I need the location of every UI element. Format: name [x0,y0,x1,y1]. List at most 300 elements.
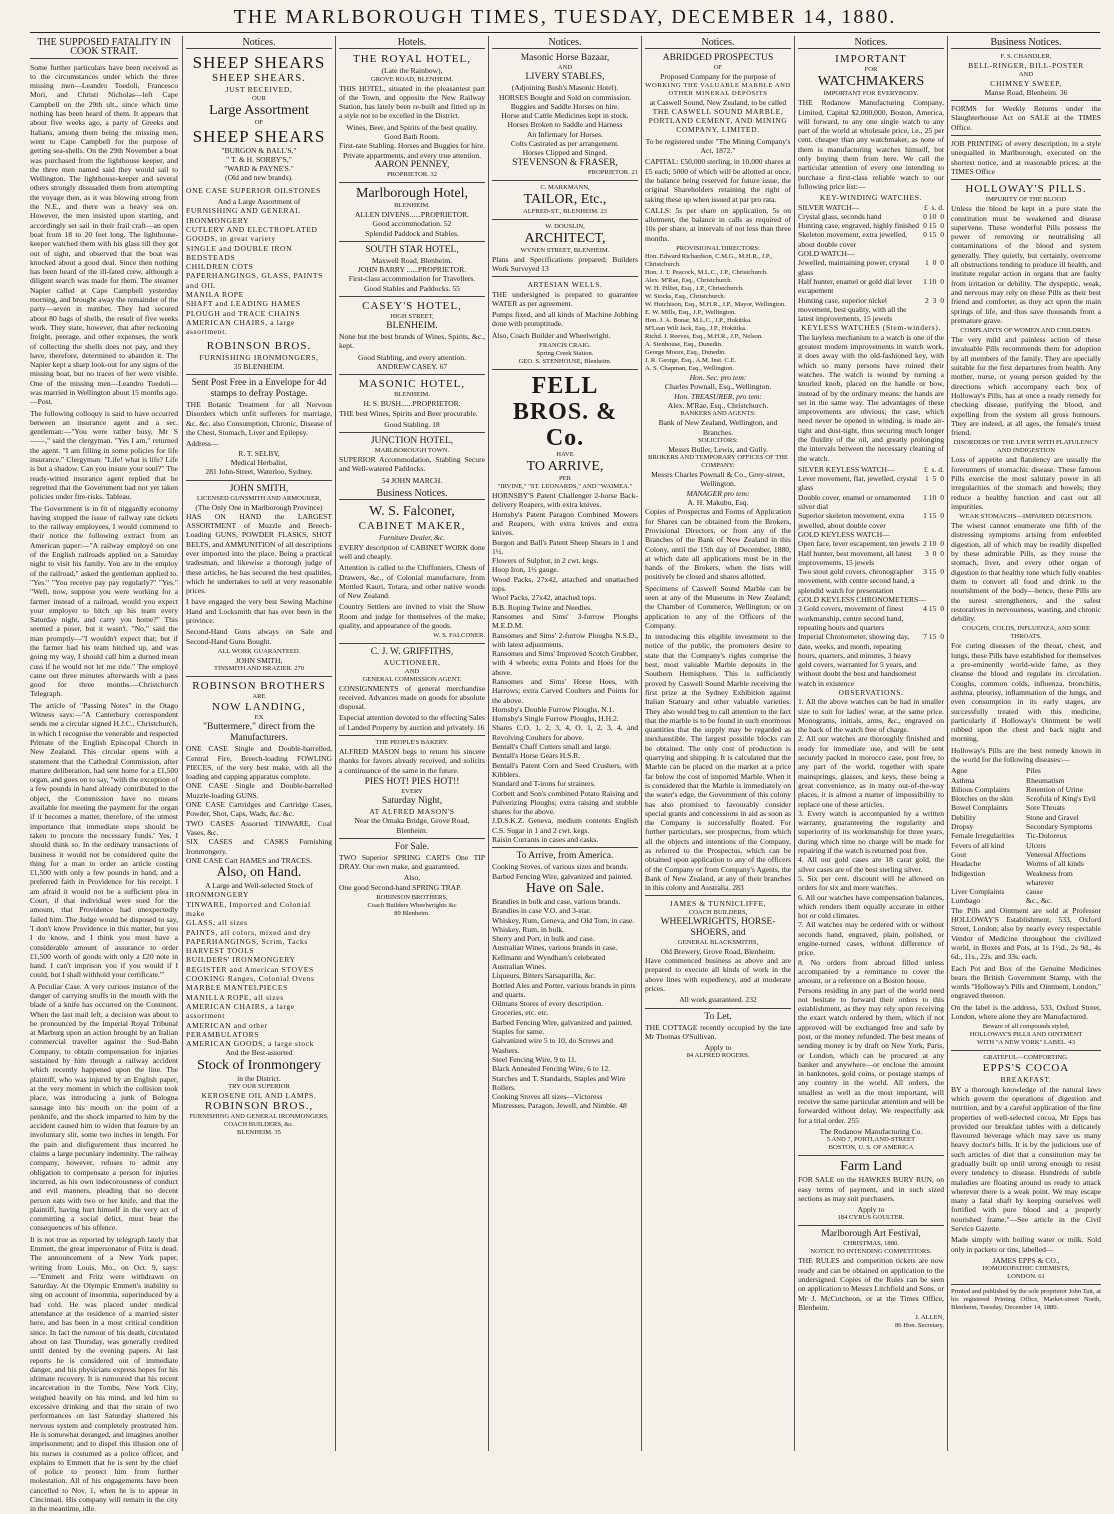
disease-row [951,794,1101,803]
column-divider [794,36,795,1451]
ad-text: MARLBOROUGH TOWN. [374,447,450,455]
price-item: Jewelled, maintaining power, crystal glass [798,258,910,277]
ad-title: ARCHITECT, [524,230,606,246]
ad-text: Wines, Beer, and Spirits of the best quality. [346,122,478,132]
disease-cell: cause [1026,887,1043,897]
column-notices-1 [186,36,332,1451]
ad-text: A Large and Well-selected Stock of [205,881,313,891]
ad-text: Address— [186,439,219,449]
disease-table [951,766,1101,905]
ad-text: FURNISHING IRONMONGERS, [199,352,319,362]
price-row [798,604,944,632]
divider [798,1155,944,1156]
ad-text: Specimens of Caswell Sound Marble can be seen at any of the Museums in New Zealand; the Chamber of Commerce, Wellington; or on application to any of the Officers of the Company. [645,583,791,630]
ad-title: THE CASWELL SOUND MARBLE, PORTLAND CEMENT, AND MINING COMPANY, LIMITED. [648,106,788,135]
price-item: Double cover, enamel or ornamented silver dial [798,492,911,512]
divider [492,369,638,370]
disease-row [951,859,1101,868]
disease-cell: Ague [951,766,968,776]
ad-text: To be registered under "The Mining Company's Act, 1872." [645,136,791,156]
ad-list: HORNSBY'S Patent Challenger 2-horse Back-delivery Reapers, with extra knives. Hornsby's Patent Paragon Combined Mowers and Reapers, with extra knives and extra knives. Burgon and Ball's Patent Sheep Shears in 1 and 1½. Flowers of Sulphur, in 2 cwt. kegs. Hoop Iron, 1½ gauge. Wood Packs, 27x42, attached and unattached tops. Wool Packs, 27x42, attached tops. B.B. Roping Twine and Needles. Ransomes and Sims' 3-furrow Ploughs M.E.D.M. Ransomes and Sims' 2-furrow Ploughs N.S.D., with latest adjustments. Ransomes and Sims' Improved Scotch Grubber, with 4 wheels; extra Points and Hoes for the above. Ransomes and Sims' Horse Hoes, with Harrows; extra Carved Coulters and Points for the above. Hornsby's Double Furrow Ploughs, N.1. Hornsby's Single Furrow Ploughs, H.H.2. Shares C.O. 1, 2, 3, 4, O. 1, 2, 3, 4, and Revolving Coulters for above. Bentall's Chaff Cutters small and large. Bentall's Horse Gears H.S.R. Bentall's Patent Corn and Seed Crushers, with Kibblers. Standard and T-irons for strainers. Corbett and Son's combined Potato Raising and Pulverizing Ploughs; extra raising and stubble shares for the above. J.D.S.K.Z. Geneva, medium contents English C.S. Sugar in 1 and 2 cwt. kegs. Raisin Currants in cases and casks. [492,491,638,845]
disease-cell: Piles [1026,766,1041,776]
ad-text: The wisest cannot enumerate one fifth of the distressing symptoms arising from enfeebled digestion, all of which may be readily dispelled by these admirable Pills, as they rouse the stomach, liver, and every other organ of digestion to that healthy tone which fully enables them to convert all food and drink to the nourishment of the body—hence, these Pills are the surest strengtheners, and the safest restoratives in nervousness, wasting, and chronic debility. [951,521,1101,624]
section-header: Notices. [492,38,638,49]
ad-text: (Late the Rainbow), [381,66,443,76]
ad-title: To Let. [704,1011,732,1022]
ad-text: The very mild and painless action of these invaluable Pills recommends them for adoption by all members of the family. They are specially suitable for the first departures from health. Any mother, nurse, or young person guided by the directions which accompany each box of Holloway's Pills, has at once a ready remedy for checking disease, purifying the blood, and expelling from the system all gross humours. They are indeed, at all ages, the female's truest friend. [951,335,1101,438]
ad-signature: ROBINSON BROTHERS, [376,894,448,902]
ad-text: Hon. Sec. pro tem: [689,373,747,383]
section-header: Notices. [186,38,332,49]
ad-signature: AARON PENNEY, [374,159,450,170]
disease-cell: Ulcers [1026,840,1046,850]
ad-text: Good Stabling, and every attention. [358,352,466,362]
price-value: 0 15 0 [923,230,944,240]
ad-text: Maxwell Road, Blenheim. [371,255,453,265]
news-article: The following colloquy is said to have occurred between an insurance agent and a sec. gentleman:—"You were rather busy, Mr S——," said the clergyman. "Yes I am," returned the agent. "I am filling in some policies for life insurance." Clergyman: "Life! what is life? Life is but a shadow. Can you insure your soul?" The ready-witted insurance agent replied that he regretted that the Government had not yet taken policies under fire-risks. Tableau. [30,408,178,502]
ad-title: Saturday Night, [381,795,443,806]
price-item: 3 Gold covers, movement of finest workmanship, centre second hand, repeating hours and quarters [798,604,904,632]
ad-text: Plans and Specifications prepared; Builders Work Surveyed 13 [492,254,638,273]
divider [645,1008,791,1009]
ad-text: Second-Hand Guns always on Sale and Second-Hand Guns Bought. [186,627,332,646]
ad-title: C. J. W. GRIFFITHS, [370,647,454,658]
divider [951,100,1101,101]
column-notices-3 [645,36,791,1451]
ad-text: (The Only One in Marlborough Province) [195,502,323,512]
ad-title: ARTESIAN WELLS. [527,280,603,290]
price-item: Hunting case, superior nickel movement, best quality, with all the latest improvements, 15 jewels [798,295,907,324]
news-article: A Peculiar Case. A very curious instance of the danger of carrying snuffs in the mouth with the blade of a knife has occurred on the Continent. When the last mail left, a decision was about to be pronounced by the Imperial Royal Tribunal at Marburg upon an action brought by an Italian commercial traveller against the Sud-Bahn Company, to obtain compensation for injuries sustained by him through a railway accident which recently happened upon the line. The plaintiff, who was injured by an English paper, at the very moment in which the collision took place, was introducing a junk of Bologna sausage into his mouth on the point of a penknife, and the shock imparted to him by the accident caused him to widen that feature by an involuntary slit, some two inches in length. For the pain and disfigurement thus incurred he claims a large pecuniary indemnity. The railway company, however, refuses to admit any obligation to compensate a person for injuries incurred, as his own indecorousness of conduct and evil manners, pleading that no decent person eats with two or her knife, and that the plaintiff, having hurt himself in the very act of committing a social delict, must bear the consequences of his offence. [30,981,178,1233]
ad-text: OF [713,64,723,72]
price-value: 3 15 0 [923,567,944,577]
ad-title: THE PEOPLE'S BAKERY. [375,739,449,747]
ad-text: Splendid Paddock and Stables. [365,228,459,238]
ad-text: FORMS for Weekly Returns under the Slaughterhouse Act on SALE at the TIMES Office. [951,104,1101,132]
ad-text: Beware of all compounds styled, [982,1023,1070,1031]
section-header: Business Notices. [339,489,485,500]
ad-text: Good Stables and Paddocks. 55 [364,283,460,293]
disease-row [951,831,1101,840]
ad-text: Messrs Buller, Lewis, and Gully. [668,444,768,454]
price-value: 0 15 0 [923,221,944,231]
disease-row [951,766,1101,775]
ad-text: Spring Creek Station. [536,350,594,358]
news-headline: THE SUPPOSED FATALITY IN COOK STRAIT. [30,38,178,59]
ad-title: WHEELWRIGHTS, HORSE-SHOERS, and [660,916,776,938]
divider [186,480,332,481]
ad-text: Alex. M'Rae, Esq., Christchurch. [667,400,769,410]
disease-row [951,803,1101,812]
ad-text: JUST RECEIVED, [225,85,293,95]
ad-text: JOHN BARRY ......PROPRIETOR. [357,265,467,275]
ad-title: SHEEP SHEARS [192,53,326,73]
ad-text: BY a thorough knowledge of the natural laws which govern the operations of digestion and nutrition, and by a careful application of the fine properties of well-selected cocoa, Mr Epps has provided our breakfast tables with a delicately flavoured beverage which may save us many heavy doctor's bills. It is by the judicious use of such articles of diet that a constitution may be gradually built up until strong enough to resist every tendency to disease. Hundreds of subtle maladies are floating around us ready to attack wherever there is a weak point. We may escape many a fatal shaft by keeping ourselves well fortified with pure blood and a properly nourished frame."—See article in the Civil Service Gazette. [951,1084,1101,1234]
ad-text: None but the best brands of Wines, Spirits, &c., kept. [339,332,485,351]
ad-text: HAVE [556,451,574,459]
news-article: The Government is in fit of niggardly economy having stopped the issue of railway rate tickets to the railway employees, I would commend to their notice the following extract from an American paper:—"A railway employé on one of the English railroads applied on a Saturday night to visit his family. You are in the employ of the railroad," asked the gentleman applied to. "Yes." "You receive pay pay regularly?" "Yes." "Well, now, suppose you were working for a farmer instead of a railroad, would you expect your employer to hitch up his team every Saturday night, and carry you home?" This seemed a poser, but it wasn't. "No," said the man promptly—"I wouldn't expect that; but if the farmer had his team hitched up, and was going my way, I should call him a durned mean cuss if he would not let me ride." The employé came out three minutes afterwards with a pass good for three months.—Christchurch Telegraph. [30,503,178,699]
price-value: 1 10 0 [923,492,944,502]
ad-text: LICENSED GUNSMITH AND ARMOURER, [196,494,322,502]
disease-cell: Bowel Complaints [951,803,1008,813]
price-list [798,465,944,688]
ad-title: KEYLESS WATCHES (Stem-winders). [801,323,941,333]
divider [339,182,485,183]
ad-text: First-class accommodation for Travellers. [348,274,476,284]
price-row [798,277,944,296]
ad-text: Also, [403,873,421,883]
ad-text: Unless the blood be kept in a pure state the constitution must be weakened and disease supervene. These wonderful Pills possess the power of removing or neutralising all contaminations of the blood and system generally. They quietly, but certainly, overcome all obstructions tending to produce ill health, and institute regular action in organs that are faulty from irritation or debility. The dyspeptic, weak, and nervous may rely on these Pills as their best friend and comforter, as they act upon the main springs of life, and thus save thousands from a premature grave. [951,204,1101,325]
disease-row [951,869,1101,888]
price-value: 3 0 0 [925,548,944,558]
ad-title: KEY-WINDING WATCHES. [819,193,923,203]
disease-row [951,822,1101,831]
disease-cell: Indigestion [951,868,986,878]
ad-text: FURNISHING AND GENERAL IRONMONGERS, [189,1113,329,1121]
price-value: 1 15 0 [923,511,944,521]
price-row [798,530,944,539]
disease-cell: Weakness from whatever [1026,868,1073,887]
ad-text: BLENHEIM. [394,201,430,209]
ad-text: Especial attention devoted to the effecting Sales of Landed Property by auction and privately. 16 [339,713,485,732]
ad-signature: ROBINSON BROS. [206,339,312,352]
divider [339,296,485,297]
ad-text: HAS ON HAND the LARGEST ASSORTMENT of Muzzle and Breech-Loading GUNS, POWDER FLASKS, SHOT BELTS, and AMMUNITION of all descriptions ever imported into the place. Being a practical tradesman, and likewise a thorough judge of these articles, he has secured the best qualities, which he undertakes to sell at very reasonable prices. [186,511,332,596]
ad-subheading: WEAK STOMACHS—IMPAIRED DIGESTION. [959,513,1093,521]
ad-text: GROVE ROAD, BLENHEIM. [370,75,454,83]
disease-cell: Stone and Gravel [1026,812,1079,822]
price-value: 1 10 0 [923,276,944,286]
divider [339,735,485,736]
ad-title: PIES HOT! PIES HOT!! [364,776,460,787]
disease-cell: &c., &c. [1026,896,1053,906]
ad-list: FURNISHING AND GENERAL IRONMONGERY CUTLERY AND ELECTROPLATED GOODS, in great variety SINGLE and DOUBLE IRON BEDSTEADS CHILDREN COTS PAPERHANGINGS, GLASS, PAINTS and OIL MANILA ROPE SHAFT and LEADING HAMES PLOUGH and TRACE CHAINS AMERICAN CHAIRS, a large assortment. [186,206,323,337]
price-row [798,632,944,688]
ad-text: Furniture Dealer, &c. [378,533,446,543]
column-hotels [339,36,485,1451]
price-item: SILVER KEYLESS WATCH— [798,464,895,474]
ad-text: GENERAL BLACKSMITHS, [677,938,759,946]
ad-text: All work guaranteed. 232 [679,995,757,1005]
ad-title: Marlborough Art Festival, [821,1229,921,1240]
ad-text: in the District. [237,1073,281,1083]
ad-text: GENERAL COMMISSION AGENT. [362,675,462,683]
ad-title: FELL BROS. & Co. [512,373,618,452]
ad-text: THIS HOTEL, situated in the pleasantest part of the Town, and opposite the New Railway Station, has lately been re-built and fitted up in a style not to be excelled in the District. [339,83,485,121]
ad-signature: STEVENSON & FRASER, [512,157,618,168]
ad-text: H. S. BUSH......PROPRIETOR. [363,399,461,409]
divider [492,219,638,220]
ad-text: Bank of New Zealand, Wellington, and Branches. [658,418,778,437]
ad-title: BELL-RINGER, BILL-POSTER [968,61,1084,71]
ad-signature: ANDREW CASEY. 67 [376,361,448,371]
price-row [798,249,944,258]
ad-text: THE RULES and competition tickets are now ready and can be obtained on application to the undersigned. Copies of the Rules can be seen on application to Messrs Litchfield and Sons, or Mr J. McCutcheon, or at the Times Office, Blenheim. [798,1256,944,1312]
ad-text: 89 Blenheim. [394,910,430,918]
ad-title: Sent Post Free in a Envelope for 4d stamps to defray Postage. [191,378,327,400]
price-row [798,539,944,548]
ad-text: LONDON. 61 [1007,1273,1045,1281]
ad-text: Apply to [704,1043,732,1053]
ad-text: COACH BUILDERS, [688,908,748,916]
ad-text: Private appartments, and every true attention. [342,150,482,160]
ad-text: TRY OUR SUPERIOR [228,1083,290,1091]
ad-text: PROPRIETOR. 21 [587,168,638,176]
ad-text: AND [557,64,573,72]
disease-cell: Asthma [951,775,975,785]
disease-cell: Debility [951,812,976,822]
ad-text: Each Pot and Box of the Genuine Medicines bears the British Government Stamp, with the words "Holloway's Pills and Ointment, London," engraved thereon. [951,963,1101,1001]
price-item: Crystal glass, seconds hand [798,211,882,221]
ad-signature: 84 ALFRED ROGERS. [686,1052,750,1060]
ad-subheading: DISORDERS OF THE LIVER WITH FLATULENCY AND INDIGESTION [953,439,1099,455]
disease-cell: Sore Throats [1026,803,1065,813]
disease-cell: Fevers of all kind [951,840,1005,850]
ad-text: WITH "A NEW YORK" LABEL. 43 [976,1039,1076,1047]
divider [339,838,485,839]
price-item: SILVER WATCH— [798,202,860,212]
ad-text: ARE [252,693,266,701]
columns [30,36,1104,1514]
ad-list: IRONMONGERY TINWARE, Imported and Colonial make GLASS, all sizes PAINTS, all colors, mixed and dry PAPERHANGINGS, Scrim, Tacks HARVEST TOOLS BUILDERS' IRONMONGERY REGISTER and American STOVES COOKING Ranges, Colonial Ovens MARBLE MANTELPIECES MANILLA ROPE, all sizes AMERICAN CHAIRS, a large assortment AMERICAN and other PERAMBULATORS AMERICAN GOODS, a large stock [186,890,315,1049]
price-item: GOLD KEYLESS WATCH— [798,529,890,539]
price-value: 1 5 0 [925,474,944,484]
ad-text: The Pills and Ointment are sold at Professor HOLLOWAY'S Establishment, 533, Oxford Street, London; also by nearly every respectable Vendor of Medicine throughout the civilized world, in Boxes and Pots, at 1s 1½d., 2s 9d., 4s 6d., 11s., 22s. and 33s. each. [951,905,1101,962]
ad-text: THE undersigned is prepared to guarantee WATER as per agreement. [492,289,638,308]
ad-title: ABRIDGED PROSPECTUS [662,53,774,64]
ad-text: BOSTON, U. S. OF AMERICA [828,1144,914,1152]
ad-text: AT ALFRED MASON'S [369,806,455,816]
divider [186,676,332,677]
ad-title: TAILOR, Etc., [523,191,607,207]
section-header: Notices. [645,38,791,49]
ad-text: 86 Hon. Secretary. [894,1322,944,1330]
ad-text: Good Stabling. 18 [384,419,440,429]
ad-text: SOLICITORS: [698,436,738,444]
price-item: GOLD WATCH— [798,249,855,259]
disease-cell: Secondary Symptoms [1026,822,1093,832]
ad-title: Large Assortment [209,102,309,118]
ad-text: 5 AND 7, PORTLAND-STREET [826,1136,916,1144]
column-divider [335,36,336,1451]
ad-text: Messrs Charles Pownall & Co., Grey-street, Wellington. [651,470,785,489]
price-item: Two stout gold covers, chronographer movement, with centre second hand, a splendid watch for presentation [798,567,915,595]
ad-title: Farm Land [840,1159,902,1175]
divider [798,1225,944,1226]
ad-subheading: COMPLAINTS OF WOMEN AND CHILDREN. [960,327,1092,335]
ad-text: Hon. TREASURER, pro tem: [674,391,762,401]
price-row [798,493,944,512]
ad-text: Holloway's Pills are the best remedy known in the world for the following diseases:— [951,745,1101,764]
column-divider [641,36,642,1451]
section-header: Hotels. [339,38,485,49]
price-row [798,595,944,604]
divider [492,847,638,848]
price-item: Skeleton movement, extra jewelled, about double cover [798,230,908,249]
ad-text: 281 John-Street, Waterloo, Sydney. [205,467,313,477]
price-item: Hunting case, engraved, highly finished [798,221,920,231]
ad-text: WYNEN STREET, BLENHEIM. [520,246,610,254]
ad-title: NOW LANDING, [212,701,306,714]
disease-cell: Bilious Complaints [951,784,1010,794]
imprint: Printed and published by the sole proprietor John Tait, at his registered Printing Office, Market-street North, Blenheim, Tuesday, December 14, 1880. [951,1288,1101,1312]
ad-text: AND [1018,70,1034,78]
ad-title: CABINET MAKER, [358,520,466,533]
ad-title: SHEEP SHEARS [192,126,326,146]
price-row [798,230,944,249]
ad-text: HOLLOWAY'S PILLS AND OINTMENT [969,1031,1083,1039]
ad-text: THE COTTAGE recently occupied by the late Mr Thomas O'Sullivan. [645,1022,791,1041]
ad-text: at Caswell Sound, New Zealand, to be called [649,97,787,107]
ad-text: MANAGER pro tem: [686,488,750,498]
ad-text: NOTICE TO INTENDING COMPETITORS. [810,1248,932,1256]
price-row [798,474,944,493]
ad-text: BANKERS AND AGENTS: [680,410,756,418]
price-row [798,258,944,277]
divider [951,1050,1101,1051]
ad-title: JUNCTION HOTEL, [370,436,454,447]
ad-subtitle: "Buttermere," direct from the Manufacturers. [203,722,315,744]
disease-cell: Female Irregularities [951,831,1015,841]
ad-text: EX [254,714,264,722]
ad-text: Have commenced business as above and are prepared to execute all kinds of work in the above lines with expediency, and at moderate prices. [645,956,791,993]
ad-title: Have on Sale. [525,880,605,896]
ad-signature: The Rodanow Manufacturing Co. [819,1126,923,1136]
ad-title: CASEY'S HOTEL, [362,300,462,313]
ad-signature: FRANCIS CRAIG. [539,342,591,350]
price-row [798,212,944,221]
ad-text: On the label is the address, 533, Oxford Street, London, where alone they are Manufactured. [951,1002,1101,1022]
ad-text: AUCTIONEER, [383,658,441,668]
price-row [798,567,944,595]
ad-text: ALLEN DIVENS......PROPRIETOR. [354,209,470,219]
price-value: £ s. d. [923,464,944,474]
ad-signature: ROBINSON BROS., [204,1100,314,1113]
price-item: GOLD KEYLESS CHRONOMETERS— [798,595,926,605]
ad-subheading: IMPURITY OF THE BLOOD [985,196,1067,204]
ad-text: THE Botanic Treatment for all Nervous Disorders which unfit sufferers for marriage, &c. &c. also Consumption, Chronic, Disease of the Chest, Stomach, Liver and Epilepsy. [186,400,332,438]
column-divider [488,36,489,1451]
ad-signature: W. S. FALCONER. [433,632,485,640]
ad-text: Attention is called to the Chiffoniers, Chests of Drawers, &c., of Colonial manufacture, from Mottled Kauri, Totara, and other native woods of New Zealand. [339,563,485,601]
ad-title: Stock of Ironmongery [197,1057,321,1073]
column-divider [947,36,948,1451]
ad-title: OBSERVATIONS. [838,688,904,697]
news-article: The article of "Passing Notes" in the Otago Witness says:—"A Canterbury correspondent sends me a circular signed H.J.C., Christchurch, in which I recognise the venerable and respected Primate of the English Episcopal Church in New Zealand. This circular opens with a statement that the Cathedral Commission, after mature deliberation, had sent home for a £1,500 organ, and goes on to say, "with the exception of a few pounds in hand already contributed to the object, the Commission have no means available for meeting the payment for the organ if it becomes a matter, therefore, of the utmost importance that immediate steps should be taken to procure the necessary funds.' Yes, I should think so. In the ordinary transactions of business it would not be considered quite the thing for a man to order an article costing £1,500 with only a few pounds in hand, and a preferred faith in Providence for his receipt. I am afraid it would not be a sufficient plea in Court, if that individual were sued for the amount, that Providence had unexpectedly failed him. The Judge would be disposed to say, 'I don't know Providence in this matter, but you I do know, and I think you must have a considerable amount of assurance to order £1,500 worth of goods with only a £20 note in hand. I can't imprison you if you would if I could, but I shall withhold your certificate.'" [30,700,178,980]
column-business [951,36,1101,1451]
column-divider [182,36,183,1451]
disease-cell: Dropsy [951,822,974,832]
divider [492,180,638,181]
ad-title: HOLLOWAY'S PILLS. [965,183,1087,196]
ad-text: One good Second-hand SPRING TRAP. [339,882,462,892]
news-article: Some further particulars have been received as to the circumstances under which the three missing men—Leandro Toedoli, Francesco Mori, and Christi Nicholas—left Cape Campbell on the 29th ult., since which time nothing has been heard of them. It appears that about five weeks ago, a party of Greeks and Italians, among them being the missing men, went to Cape Campbell for the purpose of getting sea-shells. On the 29th November a boat was purchased from the lighthouse keeper, and the three men named said they would sail to Wellington. The lighthouse-keeper and several others strongly dissuaded them from attempting the voyage then, as it was blowing strong from the N.E., and there was a heavy sea on. However, the men insisted upon starting, and accordingly set sail in their frail craft—an open boat from 18 to 20 feet long. The lighthouse-keeper watched them with his glass till they got out of sight, and observed that the boat was knocked about a good deal. Since then nothing has been heard of the ill-fated crew, although a diligent search was made for them. The steamer Napier called at Cape Campbell yesterday morning, and brought away the remainder of the party—seven in number. They had secured about 80 bags of shells, the result of five weeks work. They state, however, that after reckoning freight, peerage, and other expenses, the work of collecting the shells does not pay, and they have, therefore, determined to abandon it. The Napier kept a sharp look-out for any signs of the missing boat, but no traces of her were visible. One of the missing men—Leandro Toedoli—was married in Wellington about 15 months ago.—Post. [30,62,178,407]
ad-text: WORKING THE VALUABLE MARBLE AND OTHER MINERAL DEPOSITS [645,81,791,97]
price-row [798,549,944,568]
ad-signature: JAMES EPPS & CO., [992,1255,1060,1265]
ad-text: And a Large Assortment of [217,197,301,207]
ad-text: First-rate Stabling. Horses and Buggies for hire. [339,141,485,151]
disease-row [951,813,1101,822]
ad-text: "IRVINE," "ST. LEONARDS," AND "WAIMEA." [497,483,633,491]
disease-cell: Lumbago [951,896,981,906]
ad-text: Apply to [857,1205,885,1215]
ad-title: TO ARRIVE, [526,459,604,475]
ad-title: ROBINSON BROTHERS [192,680,326,693]
ad-text: Good accommodation. 52 [372,219,452,229]
divider [339,432,485,433]
ad-text: GEO. S. STENHOUSE, Blenheim. [518,358,612,366]
price-item: Superior skeleton movement, extra jewelled, about double cover [798,511,905,530]
ad-text: W. DOUSLIN, [545,222,585,230]
price-value: 4 15 0 [923,604,944,614]
ad-title: IMPORTANT [835,53,907,66]
ad-text: Charles Pownall, Esq., Wellington. [664,382,772,392]
ad-text: A. H. Makubu, Esq. [687,498,749,508]
disease-row [951,850,1101,859]
ad-text: F. S. CHANDLER, [1000,53,1052,61]
price-item: Lever movement, flat, jewelled, crystal glass [798,474,918,493]
ad-signature: 184 CYRUS GOULTER. [837,1214,905,1222]
ad-text: PROPRIETOR. 32 [386,170,438,178]
ad-text: Good Bath Room. [384,132,440,142]
disease-cell: Blotches on the skin [951,794,1013,804]
ad-list: 1. All the above watches can be had in smaller size to suit for ladies' wear, at the same price. Monograms, initials, arms, &c., engraved on the back of the watch free of charge. 2. All our watches are thoroughly finished and ready for immediate use, and will be sent securely packed in morocco case, post free, to any part of the world, together with spare mainsprings, glasses, and keys, these being a great convenience, as in many out-of-the-way places, it is almost a matter of impossibility to replace one of these articles. 3. Every watch is accompanied by a written warranty, guaranteeing the regularity and superiority of its workmanship for three years, during which time no charge will be made for repairing if the watch is returned post free. 4. All our gold cases are 18 carat gold, the silver cases are of the best sterling silver. 5. Six per cent. discount will be allowed on orders for six and more watches. 6. All our watches have compensation balances, which renders them equally accurate in either hot or cold climates. 7. All watches may be ordered with or without seconds hand, engraved, plain, polished, or engine-turned cases, without difference of price. 8. No orders from abroad filled unless accompanied by a remittance to cover the amount, or a reference on a Boston house. [798,697,944,986]
ad-text: BROKERS AND TEMPORARY OFFICES OF THE COMPANY: [647,454,789,470]
ad-subheading: COUGHS, COLDS, INFLUENZA, AND SORE THROATS. [961,625,1091,641]
ad-text: ALFRED MASON begs to return his sincere thanks for favors already received, and solicits a continuance of the same in the future. [339,747,485,775]
ad-title: WATCHMAKERS [817,74,925,90]
ad-text: Medical Herbalist, [230,457,288,467]
ad-text: SUPERIOR Accommodation, Stabling Secure and Well-watered Paddocks. [339,455,485,474]
ad-text: ONE CASE SUPERIOR OILSTONES [186,185,321,195]
ad-text: The keyless mechanism to a watch is one of the greatest modern improvements in watch work, it does away with the old-fashioned key, with which so many persons have ruined their watches. The watch is wound by turning a knurled knob, placed on the handle or bow, instead of by the ordinary means: the hands are set in the same way. The advantages of these improvements are obvious; the case, which need never be opened in winding, is made air-tight and dust-tight, thus securing much longer the fluidity of the oil, and greatly prolonging the intervals between the necessary cleaning of the watch. [798,332,944,463]
ad-text: Proposed Company for the purpose of [660,72,776,82]
price-row [798,203,944,212]
ad-text: Persons residing in any part of the world need not hesitate to forward their orders to this establishment, as they may rely upon receiving the exact watch ordered by them, which if not approved will be exchanged free and safe by post, or the money refunded. The best means of sending money is by draft on New York, Paris, or London, which can be procured at any banker and anywhere—or enclose the amount in banknotes, gold coins, or postage stamps of any country in the world. All orders, the smallest as well as the most important, will receive the same particular attention and will be forwarded without delay. We respectfully ask for a trial order. 255 [798,985,944,1125]
price-value: £ s. d. [923,202,944,212]
price-value: 2 3 0 [925,295,944,305]
ad-title: JAMES & TUNNICLIFFE, [669,899,767,909]
ad-text: BLENHEIM. 35 [237,1129,281,1137]
ad-text: CAPITAL: £50,000 sterling, in 10,000 shares at £5 each; 5000 of which will be allotted at once, the balance being reserved for future issue, the original Shareholders retaining the right of taking these up when issued at par pro rata. [645,157,791,204]
ad-list: Brandies in bulk and case, various brands. Brandies in case V.O. and 3-star. Whiskey, Rum, Geneva, and Old Tom, in case. Whiskey, Rum, in bulk. Sherry and Port, in bulk and case. Australian Wines, various brands in case. Kellmann and Wyndham's celebrated Australian Wines. Liqueurs, Bitters Sarsaparilla, &c. Bottled Ales and Porter, various brands in pints and quarts. Oilmans Stores of every description. Groceries, etc. etc. Barbed Fencing Wire, galvanized and painted. Staples for same. Galvanized wire 5 to 10, do Screws and Washers. Steel Fencing Wire, 9 to 11. Black Annealed Fencing Wire, 6 to 12. Starches and T. Standards, Staples and Wire Rollers. Cooking Stoves all sizes—Victoress Mistresses, Paragon, Jewell, and Nimble. 48 [492,896,636,1111]
disease-cell: Retention of Urine [1026,784,1083,794]
ad-text: (Adjoining Bush's Masonic Hotel). [511,83,619,93]
ad-text: R. T. SELBY, [238,448,280,458]
ad-title: To Arrive, from America. [516,851,614,862]
disease-row [951,776,1101,785]
divider [951,1284,1101,1285]
ad-text: IMPORTANT FOR EVERYBODY. [823,90,919,98]
ad-text: Old Brewery, Grove Road, Blenheim. [660,946,776,956]
divider [339,374,485,375]
ad-list: HORSES Bought and Sold on commission. Buggies and Saddle Horses on hire. Horse and Cattle Medicines kept in stock. Horses Broken to Saddle and Harness An Infirmary for Horses. Colts Castrated as per arrangement. Horses Clipped and Singed. [498,92,632,158]
ad-text: JOB PRINTING of every description, in a style unequalled in Marlborough, executed on the shortest notice, and at reasonable prices, at the TIMES Office [951,139,1101,176]
ad-text: GRATEFUL—COMFORTING. [983,1054,1069,1062]
ad-text: For curing diseases of the throat, chest, and lungs, these Pills have established for themselves a pre-eminently world-wide fame, as they cleanse the blood and regulate its circulation. Coughs, common colds, influenza, bronchitis, asthma, pleurisy, inflammation of the lungs, and even consumption in its early stages, are successfully treated with this medicine, particularly if Holloway's Ointment be well rubbed upon the chest and back night and morning. [951,641,1101,744]
divider [951,135,1101,136]
ad-text: PER [558,475,572,483]
ad-text: HOMOEOPATHIC CHEMISTS, [982,1265,1070,1273]
ad-text: KEROSENE OIL AND LAMPS. [201,1091,317,1101]
ad-title: EPPS'S COCOA [982,1062,1070,1075]
price-item: Open face, lever escapement, ten jewels [798,539,920,549]
ad-title: MASONIC HOTEL, [358,378,466,391]
price-value: 0 10 0 [923,211,944,221]
price-value: 7 15 0 [923,632,944,642]
ad-text: ALFRED-ST., BLENHEIM. 23 [523,207,607,215]
